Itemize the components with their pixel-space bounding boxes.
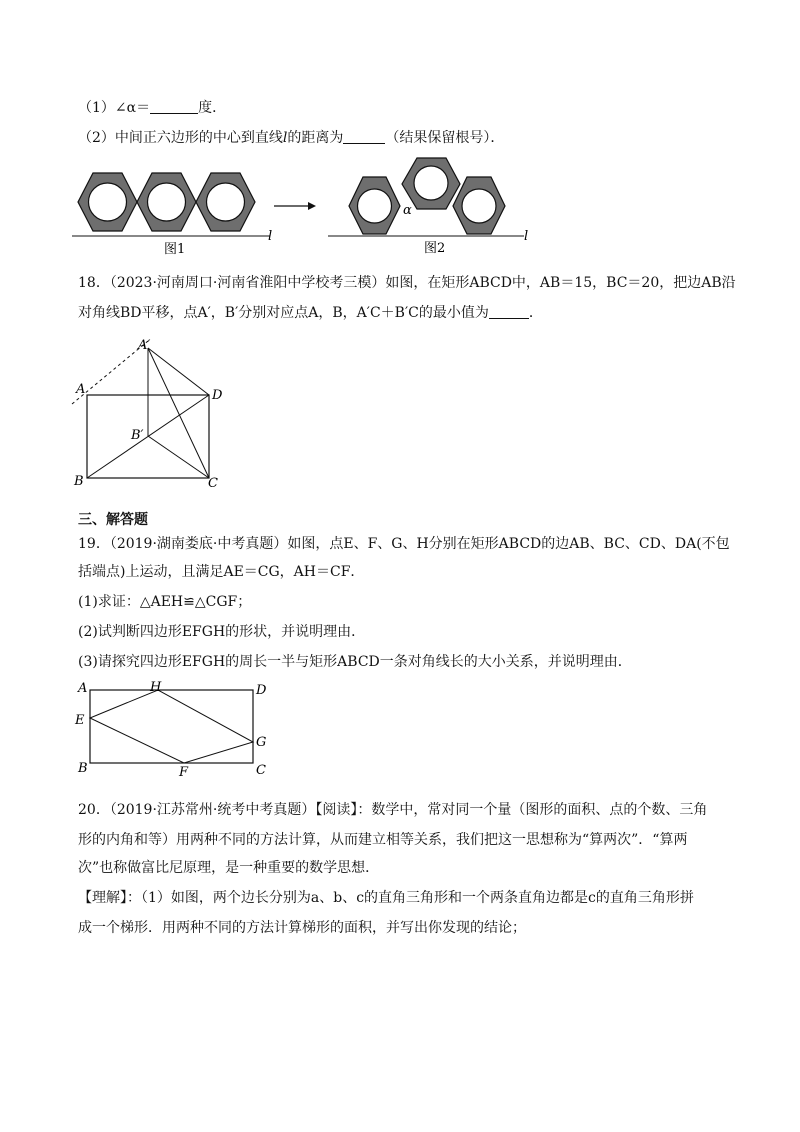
q17-part2	[78, 128, 504, 148]
hole-right	[207, 183, 245, 221]
answer-blank	[343, 129, 385, 144]
q20-line1: 20．（2019·江苏常州·统考中考真题）【阅读】：数学中，常对同一个量（图形的面积、点的个数、三角	[78, 802, 708, 818]
q17-line-variable: l	[282, 130, 288, 146]
hole-left	[358, 189, 392, 223]
q17-figure-2	[320, 150, 540, 255]
label-b-prime: B′	[131, 428, 144, 443]
q20-line5: 成一个梯形．用两种不同的方法计算梯形的面积，并写出你发现的结论；	[78, 920, 526, 936]
q19-line2: 括端点)上运动，且满足AE＝CG，AH＝CF．	[78, 564, 365, 580]
q20-line4: 【理解】：（1）如图，两个边长分别为a、b、c的直角三角形和一个两条直角边都是c的直角三角形拼	[78, 890, 694, 906]
q19-figure	[70, 680, 280, 780]
q17-part2-prefix: （2）中间正六边形的中心到直线	[78, 130, 283, 146]
q17-figure-1	[60, 165, 290, 255]
label-g: G	[256, 735, 267, 750]
label-e: E	[75, 713, 85, 728]
label-d: D	[212, 388, 223, 403]
arrow-icon	[272, 200, 318, 212]
hole-middle	[148, 183, 186, 221]
caption-fig1: 图1	[164, 242, 186, 257]
label-b: B	[74, 474, 84, 489]
label-c: C	[208, 476, 218, 491]
q20-line3: 次”也称做富比尼原理，是一种重要的数学思想．	[78, 860, 380, 876]
label-f: F	[179, 765, 189, 780]
hole-middle	[414, 166, 448, 200]
label-b: B	[78, 761, 88, 776]
q19-part3: (3)请探究四边形EFGH的周长一半与矩形ABCD一条对角线长的大小关系，并说明理由．	[78, 654, 632, 670]
q18-line2-text: 对角线BD平移，点A′，B′分别对应点A，B，A′C＋B′C的最小值为	[78, 305, 489, 321]
segment-b-prime-c	[148, 436, 209, 478]
answer-blank	[150, 99, 198, 114]
q17-part2-middle: 的距离为	[287, 130, 344, 146]
q17-part2-suffix: （结果保留根号）．	[385, 130, 505, 146]
segment-a-prime-c	[148, 348, 209, 478]
label-d: D	[256, 683, 267, 698]
label-a-prime: A′	[138, 338, 151, 353]
q17-part1	[78, 98, 226, 118]
q18-line2-suffix: ．	[528, 305, 543, 321]
label-h: H	[150, 680, 162, 695]
hole-left	[89, 183, 127, 221]
label-alpha: α	[403, 203, 412, 218]
rectangle-abcd	[90, 690, 253, 763]
q18-figure	[70, 335, 240, 495]
label-l: l	[524, 229, 529, 244]
caption-fig2: 图2	[424, 241, 446, 256]
q17-part1-prefix: （1）∠α＝	[78, 100, 151, 116]
quadrilateral-efgh	[90, 690, 253, 763]
section-heading: 三、解答题	[78, 512, 148, 528]
label-c: C	[256, 763, 266, 778]
hole-right	[462, 189, 496, 223]
label-l: l	[268, 229, 273, 244]
segment-a-prime-d	[148, 348, 209, 395]
q18-line2	[78, 303, 543, 323]
answer-blank	[489, 304, 529, 319]
label-a: A	[76, 382, 86, 397]
label-a: A	[78, 681, 88, 696]
q19-part2: (2)试判断四边形EFGH的形状，并说明理由．	[78, 624, 366, 640]
q20-line2: 形的内角和等）用两种不同的方法计算，从而建立相等关系，我们把这一思想称为“算两次”．“算两	[78, 832, 688, 848]
q18-line1: 18．（2023·河南周口·河南省淮阳中学校考三模）如图，在矩形ABCD中，AB＝15，BC＝20，把边AB沿	[78, 275, 736, 291]
q19-line1: 19．（2019·湖南娄底·中考真题）如图，点E、F、G、H分别在矩形ABCD的边AB、BC、CD、DA(不包	[78, 536, 730, 552]
q19-part1: (1)求证：△AEH≌△CGF；	[78, 594, 252, 610]
q17-part1-suffix: 度．	[198, 100, 227, 116]
